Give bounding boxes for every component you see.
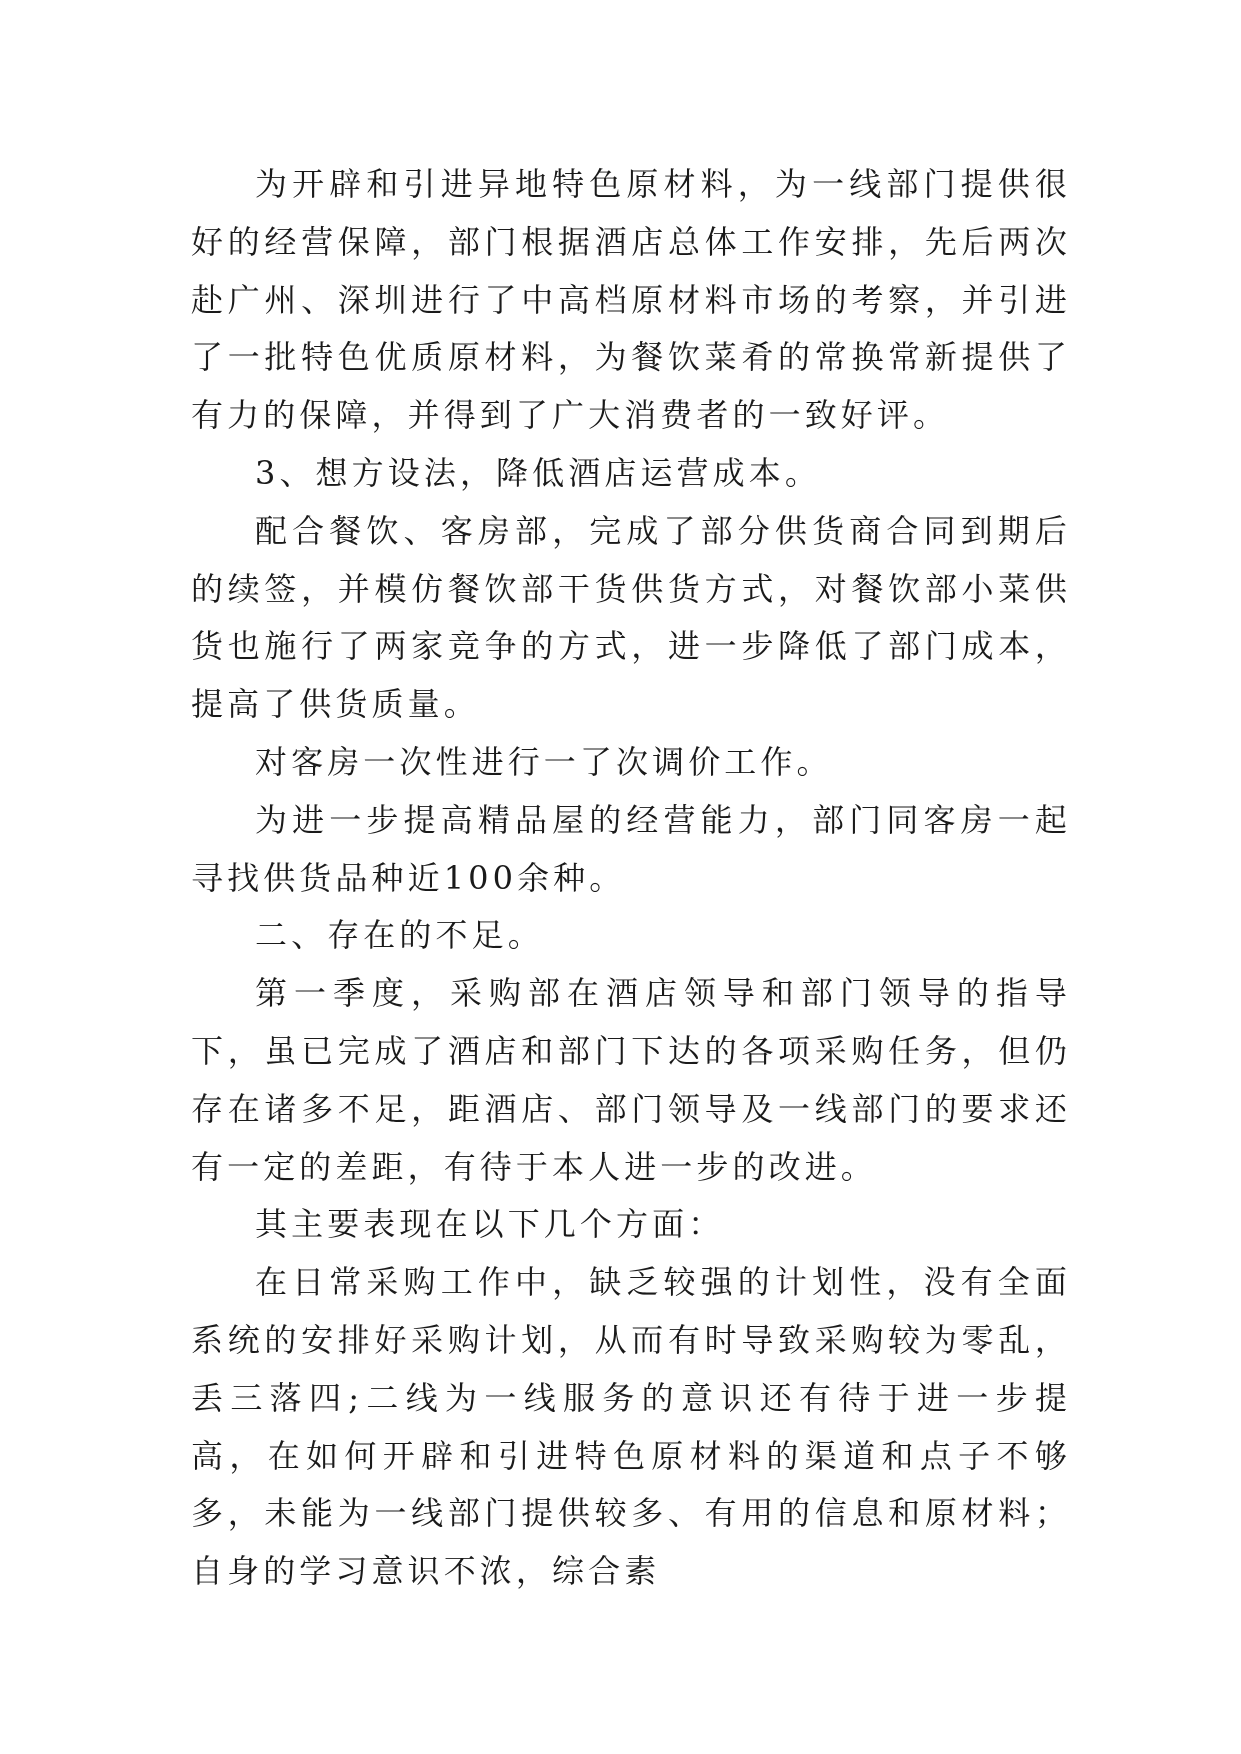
paragraph-8: 其主要表现在以下几个方面： xyxy=(255,1205,725,1244)
paragraph-1: 为开辟和引进异地特色原材料，为一线部门提供很好的经营保障，部门根据酒店总体工作安排，先后两次赴广州、深圳进行了中高档原材料市场的考察，并引进了一批特色优质原材料，为餐饮菜肴的常换常新提供了有力的保障，并得到了广大消费者的一致好评。 xyxy=(191,165,1071,435)
paragraph-5: 为进一步提高精品屋的经营能力，部门同客房一起寻找供货品种近100余种。 xyxy=(191,800,1071,897)
paragraph-2: 3、想方设法，降低酒店运营成本。 xyxy=(255,453,821,492)
paragraph-4: 对客房一次性进行一了次调价工作。 xyxy=(255,742,833,781)
paragraph-7: 第一季度，采购部在酒店领导和部门领导的指导下，虽已完成了酒店和部门下达的各项采购任务，但仍存在诸多不足，距酒店、部门领导及一线部门的要求还有一定的差距，有待于本人进一步的改进。 xyxy=(191,974,1071,1186)
paragraph-3: 配合餐饮、客房部，完成了部分供货商合同到期后的续签，并模仿餐饮部干货供货方式，对餐饮部小菜供货也施行了两家竞争的方式，进一步降低了部门成本，提高了供货质量。 xyxy=(191,511,1071,724)
document-body xyxy=(191,156,1071,1601)
paragraph-6: 二、存在的不足。 xyxy=(255,916,544,955)
paragraph-9: 在日常采购工作中，缺乏较强的计划性，没有全面系统的安排好采购计划，从而有时导致采购较为零乱，丢三落四;二线为一线服务的意识还有待于进一步提高，在如何开辟和引进特色原材料的渠道和点子不够多，未能为一线部门提供较多、有用的信息和原材料；自身的学习意识不浓，综合素 xyxy=(191,1263,1071,1591)
